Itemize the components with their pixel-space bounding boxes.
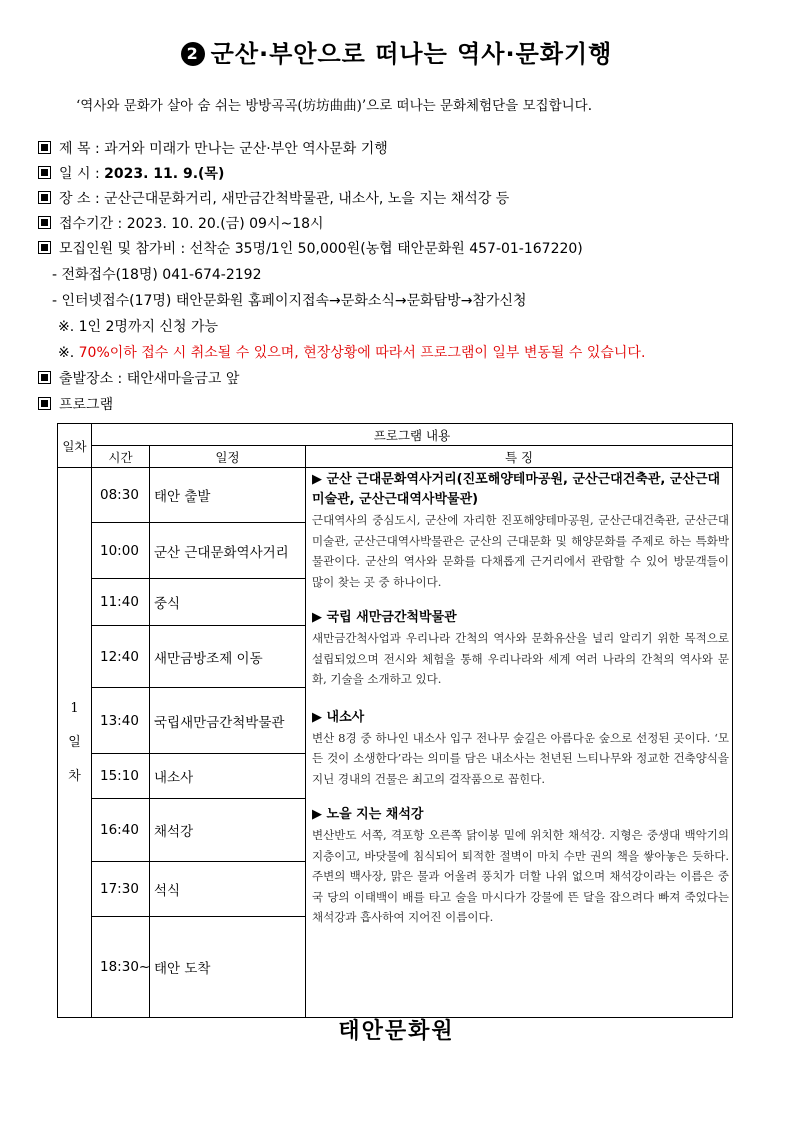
square-bullet-icon bbox=[38, 216, 51, 229]
square-bullet-icon bbox=[38, 166, 51, 179]
day-cell: 1 일 차 bbox=[58, 468, 92, 1018]
row-time: 16:40 bbox=[92, 799, 150, 862]
row-time: 11:40 bbox=[92, 579, 150, 626]
header-program: 프로그램 내용 bbox=[92, 424, 733, 446]
footer-organization: 태안문화원 bbox=[338, 1019, 455, 1044]
row-schedule: 태안 출발 bbox=[150, 468, 306, 523]
section-body: 변산 8경 중 하나인 내소사 입구 전나무 숲길은 아름다운 숲으로 선정된 곳이다. ‘모든 것이 소생한다’라는 의미를 담은 내소사는 천년된 느티나무와 정교한 건축양식을 지닌 경내의 건물은 최고의 걸작품으로 꼽힌다. bbox=[312, 730, 729, 786]
info-date: 일 시 : 2023. 11. 9.(목) bbox=[38, 163, 224, 183]
square-bullet-icon bbox=[38, 397, 51, 410]
row-time: 13:40 bbox=[92, 688, 150, 754]
square-bullet-icon bbox=[38, 141, 51, 154]
section-heading: ▶ 군산 근대문화역사거리(진포해양테마공원, 군산근대건축관, 군산근대미술관, 군산근대역사박물관) bbox=[312, 472, 721, 507]
square-bullet-icon bbox=[38, 241, 51, 254]
info-program: 프로그램 bbox=[38, 394, 113, 414]
section-body: 근대역사의 중심도시, 군산에 자리한 진포해양테마공원, 군산근대건축관, 군산근대미술관, 군산근대역사박물관은 군산의 근대문화 및 해양문화를 주제로 하는 특화박물관이다. 군산의 역사와 문화를 다채롭게 근거리에서 관람할 수 있어 방문객들이 많이 찾는 곳 중 하나이다. bbox=[312, 513, 729, 589]
info-recruit: 모집인원 및 참가비 : 선착순 35명/1인 50,000원(농협 태안문화원 457-01-167220) bbox=[38, 238, 583, 258]
section-body: 변산반도 서쪽, 격포항 오른쪽 닭이봉 밑에 위치한 채석강. 지형은 중생대 백악기의 지층이고, 바닷물에 침식되어 퇴적한 절벽이 마치 수만 권의 책을 쌓아놓은 듯하다. 주변의 백사장, 맑은 물과 어울려 풍치가 더할 나위 없으며 채석강이라는 이름은 중국 당의 이태백이 배를 타고 술을 마시다가 강물에 뜬 달을 잡으려다 빠져 죽었다는 채석강과 흡사하여 지어진 이름이다. bbox=[312, 828, 729, 924]
row-time: 18:30~ bbox=[92, 917, 150, 1018]
row-schedule: 태안 도착 bbox=[150, 917, 306, 1018]
header-time: 시간 bbox=[92, 446, 150, 468]
row-schedule: 새만금방조제 이동 bbox=[150, 626, 306, 688]
feature-cell bbox=[306, 468, 733, 1018]
row-schedule: 국립새만금간척박물관 bbox=[150, 688, 306, 754]
row-schedule: 중식 bbox=[150, 579, 306, 626]
section-heading: ▶ 국립 새만금간척박물관 bbox=[312, 610, 457, 625]
section-body: 새만금간척사업과 우리나라 간척의 역사와 문화유산을 널리 알리기 위한 목적으로 설립되었으며 전시와 체험을 통해 우리나라와 세계 여러 나라의 간척의 역사와 문화, 기술을 소개하고 있다. bbox=[312, 631, 729, 686]
info-subject: 제 목 : 과거와 미래가 만나는 군산·부안 역사문화 기행 bbox=[38, 138, 388, 158]
header-day: 일차 bbox=[58, 424, 92, 468]
row-time: 17:30 bbox=[92, 862, 150, 917]
header-schedule: 일정 bbox=[150, 446, 306, 468]
page-title bbox=[0, 34, 793, 69]
row-schedule: 내소사 bbox=[150, 754, 306, 799]
note-cancel: ※. 70%이하 접수 시 취소될 수 있으며, 현장상황에 따라서 프로그램이 일부 변동될 수 있습니다. bbox=[58, 345, 646, 361]
phone-apply: - 전화접수(18명) 041-674-2192 bbox=[52, 267, 262, 283]
header-feature: 특 징 bbox=[306, 446, 733, 468]
note-limit: ※. 1인 2명까지 신청 가능 bbox=[58, 319, 218, 335]
row-schedule: 군산 근대문화역사거리 bbox=[150, 523, 306, 579]
section-heading: ▶ 노을 지는 채석강 bbox=[312, 807, 424, 822]
square-bullet-icon bbox=[38, 191, 51, 204]
info-depart: 출발장소 : 태안새마을금고 앞 bbox=[38, 368, 239, 388]
info-place: 장 소 : 군산근대문화거리, 새만금간척박물관, 내소사, 노을 지는 채석강 등 bbox=[38, 188, 509, 208]
info-apply: 접수기간 : 2023. 10. 20.(금) 09시~18시 bbox=[38, 213, 324, 233]
square-bullet-icon bbox=[38, 371, 51, 384]
program-table bbox=[57, 423, 733, 1018]
row-schedule: 석식 bbox=[150, 862, 306, 917]
internet-apply: - 인터넷접수(17명) 태안문화원 홈페이지접속→문화소식→문화탐방→참가신청 bbox=[52, 293, 527, 309]
title-text: 군산·부안으로 떠나는 역사·문화기행 bbox=[210, 40, 613, 68]
row-time: 12:40 bbox=[92, 626, 150, 688]
section-heading: ▶ 내소사 bbox=[312, 709, 365, 725]
number-badge: 2 bbox=[181, 42, 205, 66]
row-time: 10:00 bbox=[92, 523, 150, 579]
row-schedule: 채석강 bbox=[150, 799, 306, 862]
row-time: 08:30 bbox=[92, 468, 150, 523]
row-time: 15:10 bbox=[92, 754, 150, 799]
intro-text: ‘역사와 문화가 살아 숨 쉬는 방방곡곡(坊坊曲曲)’으로 떠나는 문화체험단을 모집합니다. bbox=[76, 98, 593, 114]
